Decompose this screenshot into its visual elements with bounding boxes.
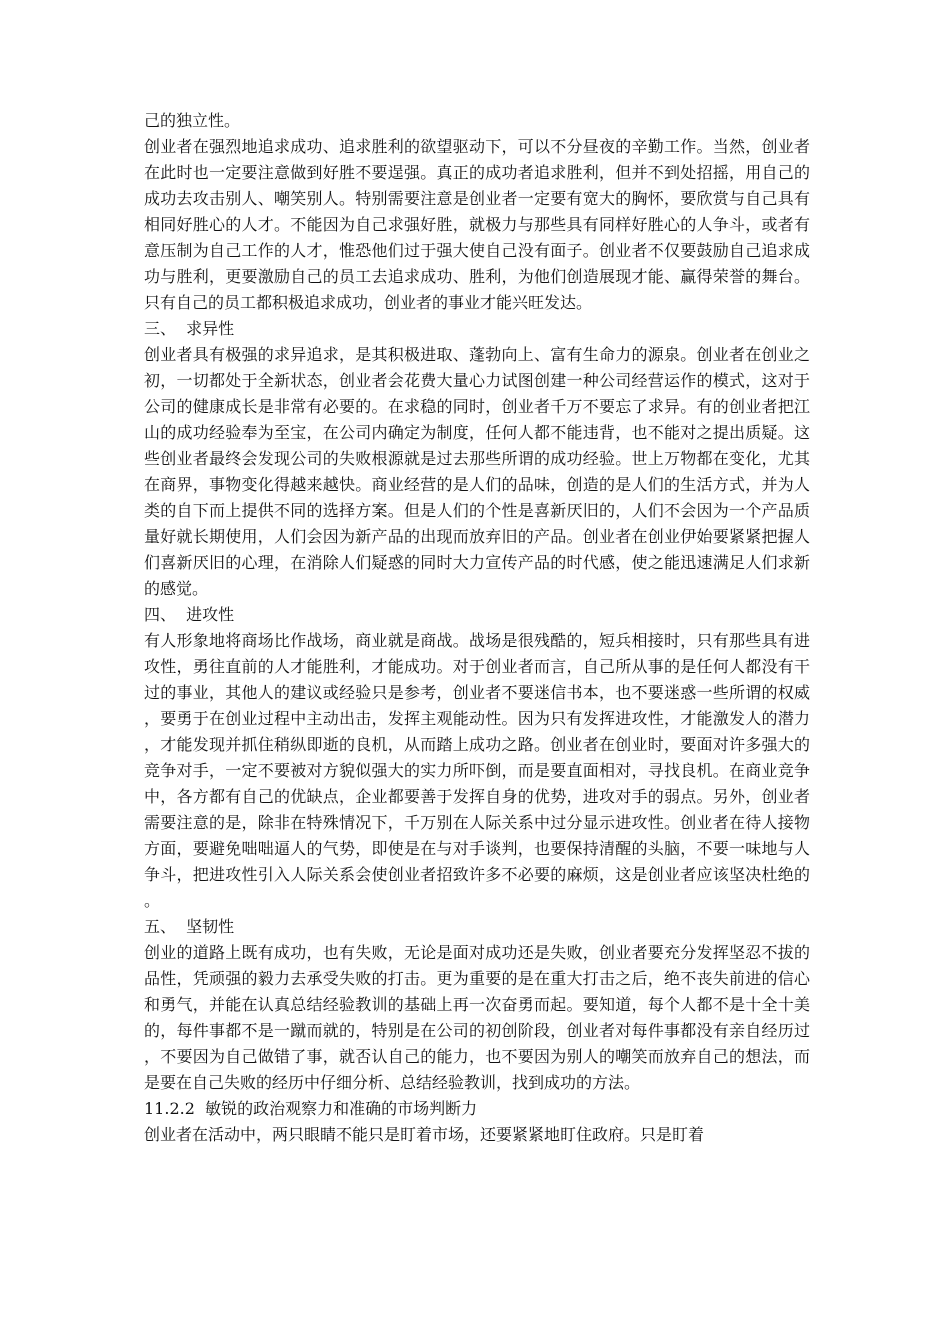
- document-page: [144, 108, 810, 1148]
- section-heading-5: 五、 坚韧性: [144, 917, 235, 936]
- subsection-heading-11-2-2: 11.2.2 敏锐的政治观察力和准确的市场判断力: [144, 1099, 478, 1118]
- paragraph-tenacity: 创业的道路上既有成功，也有失败，无论是面对成功还是失败，创业者要充分发挥坚忍不拔的品性，凭顽强的毅力去承受失败的打击。更为重要的是在重大打击之后，绝不丧失前进的信心和勇气，并能在认真总结经验教训的基础上再一次奋勇而起。要知道，每个人都不是十全十美的，每件事都不是一蹴而就的，特别是在公司的初创阶段，创业者对每件事都没有亲自经历过，不要因为自己做错了事，就否认自己的能力，也不要因为别人的嘲笑而放弃自己的想法，而是要在自己失败的经历中仔细分析、总结经验教训，找到成功的方法。: [144, 943, 810, 1092]
- paragraph-seeking-difference: 创业者具有极强的求异追求，是其积极进取、蓬勃向上、富有生命力的源泉。创业者在创业之初，一切都处于全新状态，创业者会花费大量心力试图创建一种公司经营运作的模式，这对于公司的健康成长是非常有必要的。在求稳的同时，创业者千万不要忘了求异。有的创业者把江山的成功经验奉为至宝，在公司内确定为制度，任何人都不能违背，也不能对之提出质疑。这些创业者最终会发现公司的失败根源就是过去那些所谓的成功经验。世上万物都在变化，尤其在商界，事物变化得越来越快。商业经营的是人们的品味，创造的是人们的生活方式，并为人类的自下而上提供不同的选择方案。但是人们的个性是喜新厌旧的，人们不会因为一个产品质量好就长期使用，人们会因为新产品的出现而放弃旧的产品。创业者在创业伊始要紧紧把握人们喜新厌旧的心理，在消除人们疑惑的同时大力宣传产品的时代感，使之能迅速满足人们求新的感觉。: [144, 345, 810, 598]
- paragraph-aggressiveness: 有人形象地将商场比作战场，商业就是商战。战场是很残酷的，短兵相接时，只有那些具有进攻性，勇往直前的人才能胜利，才能成功。对于创业者而言，自己所从事的是任何人都没有干过的事业，其他人的建议或经验只是参考，创业者不要迷信书本，也不要迷惑一些所谓的权威，要勇于在创业过程中主动出击，发挥主观能动性。因为只有发挥进攻性，才能激发人的潜力，才能发现并抓住稍纵即逝的良机，从而踏上成功之路。创业者在创业时，要面对许多强大的竞争对手，一定不要被对方貌似强大的实力所吓倒，而是要直面相对，寻找良机。在商业竞争中，各方都有自己的优缺点，企业都要善于发挥自身的优势，进攻对手的弱点。另外，创业者需要注意的是，除非在特殊情况下，千万别在人际关系中过分显示进攻性。创业者在待人接物方面，要避免咄咄逼人的气势，即使是在与对手谈判，也要保持清醒的头脑，不要一味地与人争斗，把进攻性引入人际关系会使创业者招致许多不必要的麻烦，这是创业者应该坚决杜绝的。: [144, 631, 810, 910]
- paragraph-ambition: 创业者在强烈地追求成功、追求胜利的欲望驱动下，可以不分昼夜的辛勤工作。当然，创业者在此时也一定要注意做到好胜不要逞强。真正的成功者追求胜利，但并不到处招摇，用自己的成功去攻击别人、嘲笑别人。特别需要注意是创业者一定要有宽大的胸怀，要欣赏与自己具有相同好胜心的人才。不能因为自己求强好胜，就极力与那些具有同样好胜心的人争斗，或者有意压制为自己工作的人才，惟恐他们过于强大使自己没有面子。创业者不仅要鼓励自己追求成功与胜利，更要激励自己的员工去追求成功、胜利，为他们创造展现才能、赢得荣誉的舞台。只有自己的员工都积极追求成功，创业者的事业才能兴旺发达。: [144, 137, 810, 312]
- section-heading-3: 三、 求异性: [144, 319, 235, 338]
- paragraph-continuation: 己的独立性。: [144, 111, 241, 130]
- paragraph-political-insight: 创业者在活动中，两只眼睛不能只是盯着市场，还要紧紧地盯住政府。只是盯着: [144, 1125, 705, 1144]
- section-heading-4: 四、 进攻性: [144, 605, 235, 624]
